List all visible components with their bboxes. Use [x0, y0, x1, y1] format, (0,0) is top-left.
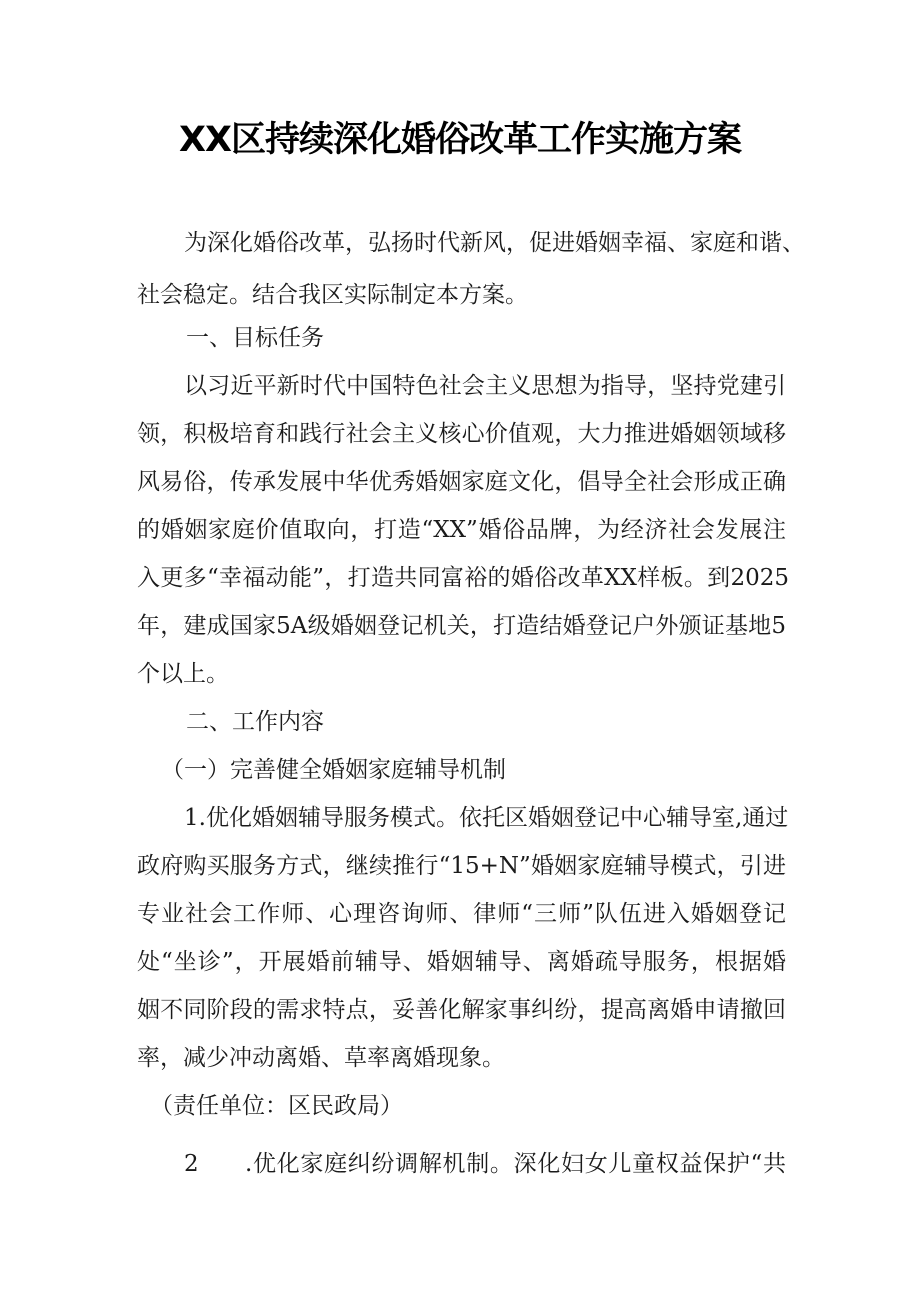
paragraph-goals-line-6: 年，建成国家5A级婚姻登记机关，打造结婚登记户外颁证基地5: [137, 613, 786, 639]
paragraph-goals-line-4: 的婚姻家庭价值取向，打造“XX”婚俗品牌，为经济社会发展注: [137, 517, 786, 543]
subsection-heading-1: （一）完善健全婚姻家庭辅导机制: [161, 757, 506, 783]
paragraph-goals-line-5: 入更多“幸福动能”，打造共同富裕的婚俗改革XX样板。到2025: [137, 565, 789, 591]
responsible-unit: （责任单位：区民政局）: [150, 1093, 403, 1119]
item-1-line-1: 1.优化婚姻辅导服务模式。依托区婚姻登记中心辅导室,通过: [184, 805, 789, 831]
item-1-line-2: 政府购买服务方式，继续推行“15+N”婚姻家庭辅导模式，引进: [137, 853, 786, 879]
paragraph-intro-line-2: 社会稳定。结合我区实际制定本方案。: [137, 282, 528, 308]
paragraph-goals-line-1: 以习近平新时代中国特色社会主义思想为指导，坚持党建引: [184, 373, 786, 399]
paragraph-goals-line-3: 风易俗，传承发展中华优秀婚姻家庭文化，倡导全社会形成正确: [137, 469, 786, 495]
item-1-line-5: 姻不同阶段的需求特点，妥善化解家事纠纷，提高离婚申请撤回: [137, 997, 786, 1023]
item-1-line-6: 率，减少冲动离婚、草率离婚现象。: [137, 1045, 505, 1071]
item-2-number: 2: [184, 1151, 199, 1177]
section-heading-goals: 一、目标任务: [186, 325, 324, 351]
item-1-line-3: 专业社会工作师、心理咨询师、律师“三师”队伍进入婚姻登记: [137, 901, 786, 927]
document-title: XX区持续深化婚俗改革工作实施方案: [179, 120, 741, 160]
item-1-line-4: 处“坐诊”，开展婚前辅导、婚姻辅导、离婚疏导服务，根据婚: [137, 949, 786, 975]
paragraph-goals-line-7: 个以上。: [137, 661, 229, 687]
section-heading-work: 二、工作内容: [186, 709, 324, 735]
item-2-line-1: .优化家庭纠纷调解机制。深化妇女儿童权益保护“共: [245, 1151, 786, 1177]
paragraph-goals-line-2: 领，积极培育和践行社会主义核心价值观，大力推进婚姻领域移: [137, 421, 786, 447]
paragraph-intro-line-1: 为深化婚俗改革，弘扬时代新风，促进婚姻幸福、家庭和谐、: [184, 230, 805, 256]
